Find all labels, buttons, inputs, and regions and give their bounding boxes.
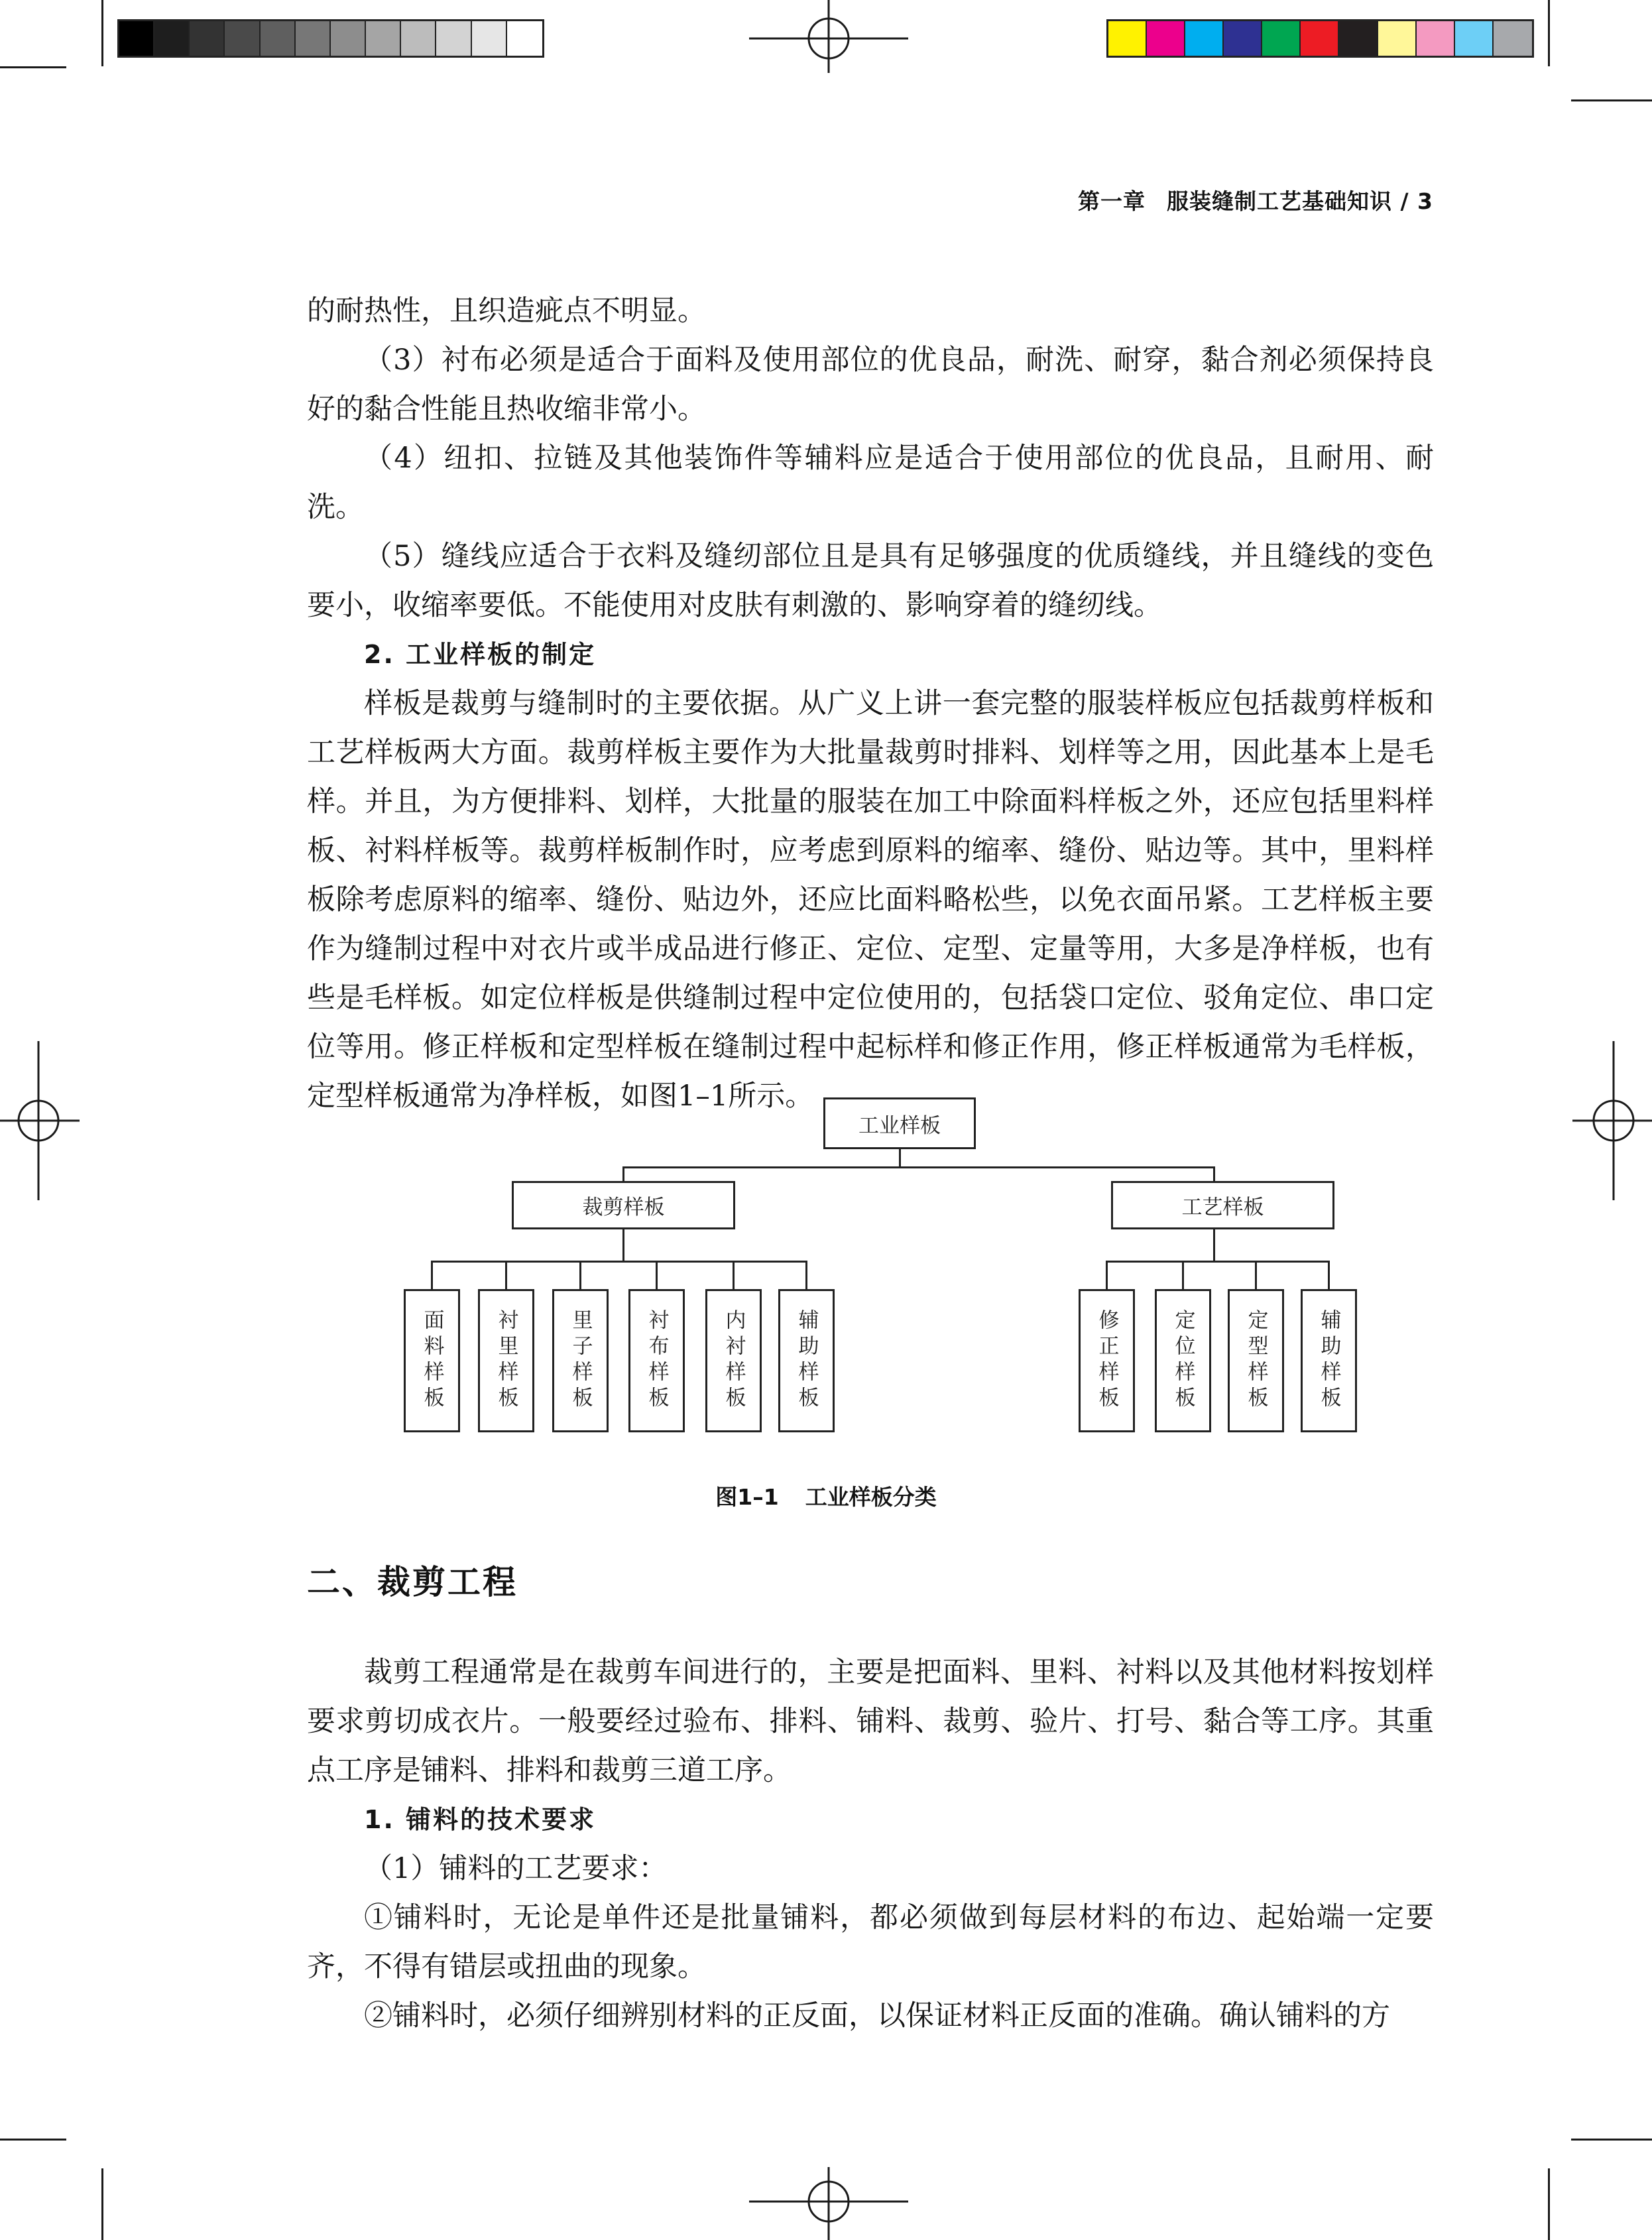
connector-line (656, 1261, 658, 1289)
grayscale-bar (117, 19, 544, 58)
crop-mark (1571, 99, 1652, 101)
connector-line (579, 1261, 581, 1289)
section-heading: 二、裁剪工程 (307, 1563, 518, 1601)
paragraph: （1）铺料的工艺要求： (364, 1852, 668, 1885)
color-swatch (1494, 21, 1532, 56)
registration-mark-icon (749, 0, 908, 73)
color-swatch (507, 21, 542, 56)
diagram-leaf-node: 定位样板 (1155, 1289, 1211, 1432)
connector-line (431, 1261, 807, 1263)
diagram-leaf-node: 定型样板 (1228, 1289, 1284, 1432)
connector-line (1106, 1261, 1108, 1289)
chapter-number: 第一章 (1078, 188, 1146, 214)
diagram-leaf-node: 衬布样板 (628, 1289, 685, 1432)
paragraph: （3）衬布必须是适合于面料及使用部位的优良品，耐洗、耐穿，黏合剂必须保持良好的黏合性能且热收缩非常小。 (307, 343, 1434, 426)
figure-caption (0, 1480, 1652, 1511)
connector-line (622, 1166, 1214, 1168)
color-swatch (296, 21, 331, 56)
connector-line (1255, 1261, 1257, 1289)
color-bar (1106, 19, 1534, 58)
body-text-bottom (307, 1648, 1434, 2040)
crop-mark (1548, 0, 1550, 66)
registration-mark-icon (749, 2167, 908, 2240)
running-header (1078, 184, 1433, 216)
connector-line (505, 1261, 507, 1289)
color-swatch (154, 21, 190, 56)
color-swatch (472, 21, 507, 56)
paragraph: 的耐热性，且织造疵点不明显。 (307, 294, 706, 328)
color-swatch (1185, 21, 1224, 56)
paragraph: ①铺料时，无论是单件还是批量铺料，都必须做到每层材料的布边、起始端一定要齐，不得有错层或扭曲的现象。 (307, 1901, 1434, 1983)
connector-line (1182, 1261, 1184, 1289)
registration-mark-icon (1572, 1041, 1652, 1200)
paragraph: （4）纽扣、拉链及其他装饰件等辅料应是适合于使用部位的优良品，且耐用、耐洗。 (307, 442, 1434, 524)
color-swatch (331, 21, 366, 56)
chapter-title: 服装缝制工艺基础知识 / 3 (1167, 188, 1433, 214)
color-swatch (1417, 21, 1455, 56)
color-swatch (1262, 21, 1301, 56)
crop-mark (1548, 2168, 1550, 2240)
color-swatch (366, 21, 401, 56)
crop-mark (101, 0, 103, 66)
diagram-right-node: 工艺样板 (1111, 1181, 1334, 1229)
diagram-leaf-node: 里子样板 (552, 1289, 609, 1432)
paragraph: ②铺料时，必须仔细辨别材料的正反面，以保证材料正反面的准确。确认铺料的方 (364, 1999, 1390, 2032)
color-swatch (436, 21, 471, 56)
crop-mark (1571, 2139, 1652, 2141)
crop-mark (0, 66, 66, 68)
paragraph: 裁剪工程通常是在裁剪车间进行的，主要是把面料、里料、衬料以及其他材料按划样要求剪切成衣片。一般要经过验布、排料、铺料、裁剪、验片、打号、黏合等工序。其重点工序是铺料、排料和裁剪三道工序。 (307, 1656, 1434, 1787)
connector-line (1213, 1166, 1215, 1181)
diagram-leaf-node: 内衬样板 (705, 1289, 762, 1432)
connector-line (431, 1261, 433, 1289)
figure-title: 工业样板分类 (805, 1484, 937, 1510)
color-swatch (1108, 21, 1147, 56)
connector-line (1106, 1261, 1329, 1263)
connector-line (1213, 1229, 1215, 1263)
color-swatch (1224, 21, 1262, 56)
crop-mark (101, 2168, 103, 2240)
connector-line (1328, 1261, 1330, 1289)
diagram-left-node: 裁剪样板 (512, 1181, 735, 1229)
connector-line (733, 1261, 735, 1289)
color-swatch (225, 21, 260, 56)
diagram-leaf-node: 修正样板 (1079, 1289, 1135, 1432)
connector-line (622, 1229, 624, 1263)
figure-number: 图1–1 (715, 1484, 779, 1510)
registration-mark-icon (0, 1041, 80, 1200)
subheading: 2. 工业样板的制定 (364, 640, 597, 669)
color-swatch (1339, 21, 1378, 56)
color-swatch (1301, 21, 1339, 56)
color-swatch (190, 21, 225, 56)
connector-line (622, 1166, 624, 1181)
connector-line (805, 1261, 807, 1289)
diagram-root-node: 工业样板 (823, 1097, 976, 1149)
body-text-top (307, 286, 1434, 1121)
color-swatch (401, 21, 436, 56)
crop-mark (0, 2139, 66, 2141)
color-swatch (1378, 21, 1417, 56)
diagram-leaf-node: 辅助样板 (1301, 1289, 1357, 1432)
color-swatch (119, 21, 154, 56)
color-swatch (261, 21, 296, 56)
connector-line (899, 1149, 901, 1168)
diagram-leaf-node: 面料样板 (404, 1289, 460, 1432)
color-swatch (1455, 21, 1494, 56)
paragraph: （5）缝线应适合于衣料及缝纫部位且是具有足够强度的优质缝线，并且缝线的变色要小，收缩率要低。不能使用对皮肤有刺激的、影响穿着的缝纫线。 (307, 540, 1434, 622)
subheading: 1. 铺料的技术要求 (364, 1805, 597, 1834)
paragraph: 样板是裁剪与缝制时的主要依据。从广义上讲一套完整的服装样板应包括裁剪样板和工艺样板两大方面。裁剪样板主要作为大批量裁剪时排料、划样等之用，因此基本上是毛样。并且，为方便排料、划样，大批量的服装在加工中除面料样板之外，还应包括里料样板、衬料样板等。裁剪样板制作时，应考虑到原料的缩率、缝份、贴边等。其中，里料样板除考虑原料的缩率、缝份、贴边外，还应比面料略松些，以免衣面吊紧。工艺样板主要作为缝制过程中对衣片或半成品进行修正、定位、定型、定量等用，大多是净样板，也有些是毛样板。如定位样板是供缝制过程中定位使用的，包括袋口定位、驳角定位、串口定位等用。修正样板和定型样板在缝制过程中起标样和修正作用，修正样板通常为毛样板，定型样板通常为净样板，如图1–1所示。 (307, 687, 1434, 1113)
color-swatch (1147, 21, 1185, 56)
diagram-leaf-node: 衬里样板 (478, 1289, 534, 1432)
diagram-leaf-node: 辅助样板 (778, 1289, 835, 1432)
